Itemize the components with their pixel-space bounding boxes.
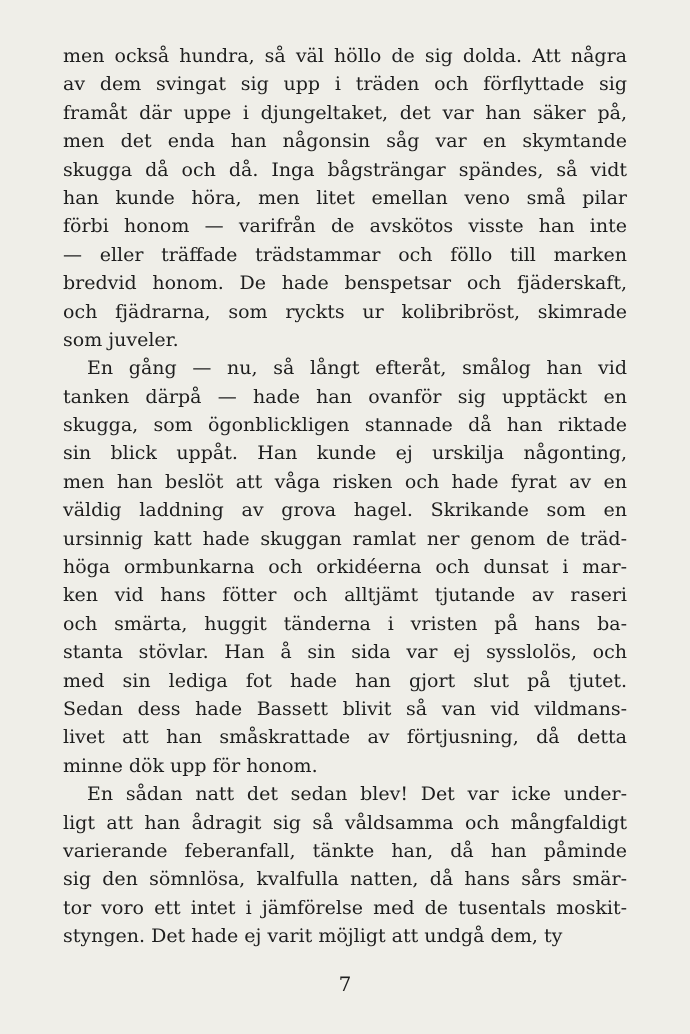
text-line: och fjädrarna, som ryckts ur kolibribröst, skimrade	[63, 300, 627, 323]
text-line: tor voro ett intet i jämförelse med de tusentals moskit-	[63, 896, 627, 919]
text-line: sin blick uppåt. Han kunde ej urskilja någonting,	[63, 442, 627, 465]
text-line: styngen. Det hade ej varit möjligt att undgå dem, ty	[63, 925, 563, 948]
text-line: skugga då och då. Inga bågsträngar spändes, så vidt	[63, 158, 627, 181]
text-line: ursinnig katt hade skuggan ramlat ner genom de träd-	[63, 527, 627, 550]
text-line: framåt där uppe i djungeltaket, det var han säker på,	[63, 101, 627, 124]
text-line: höga ormbunkarna och orkidéerna och dunsat i mar-	[63, 556, 627, 579]
paragraph	[63, 780, 627, 950]
text-line: ligt att han ådragit sig så våldsamma och mångfaldigt	[63, 811, 627, 834]
body-text	[63, 42, 627, 951]
text-line: och smärta, huggit tänderna i vristen på hans ba-	[63, 612, 627, 635]
text-line: stanta stövlar. Han å sin sida var ej sysslolös, och	[63, 641, 627, 664]
text-line: som juveler.	[63, 328, 179, 351]
paragraph	[63, 42, 627, 354]
text-line: minne dök upp för honom.	[63, 754, 318, 777]
text-line: men det enda han någonsin såg var en skymtande	[63, 130, 627, 153]
text-line: skugga, som ögonblickligen stannade då han riktade	[63, 414, 627, 437]
text-line: sig den sömnlösa, kvalfulla natten, då hans sårs smär-	[63, 868, 627, 891]
text-line: men han beslöt att våga risken och hade fyrat av en	[63, 470, 627, 493]
text-line: av dem svingat sig upp i träden och förflyttade sig	[63, 73, 627, 96]
text-line: men också hundra, så väl höllo de sig dolda. Att några	[63, 45, 627, 67]
text-line: — eller träffade trädstammar och föllo till marken	[63, 243, 627, 266]
text-line: förbi honom — varifrån de avskötos visste han inte	[63, 215, 627, 238]
text-line: En gång — nu, så långt efteråt, smålog han vid	[87, 357, 627, 380]
text-line: bredvid honom. De hade benspetsar och fjäderskaft,	[63, 272, 627, 295]
paragraph	[63, 354, 627, 780]
text-line: varierande feberanfall, tänkte han, då han påminde	[63, 839, 627, 862]
text-line: med sin lediga fot hade han gjort slut på tjutet.	[63, 669, 627, 692]
text-line: han kunde höra, men litet emellan veno små pilar	[63, 186, 627, 209]
text-line: Sedan dess hade Bassett blivit så van vid vildmans-	[63, 697, 627, 720]
text-line: livet att han småskrattade av förtjusning, då detta	[63, 726, 627, 749]
text-line: tanken därpå — hade han ovanför sig upptäckt en	[63, 385, 627, 408]
page-number: 7	[338, 972, 352, 996]
text-line: väldig laddning av grova hagel. Skrikande som en	[63, 499, 627, 522]
text-line: ken vid hans fötter och alltjämt tjutande av raseri	[63, 584, 627, 607]
text-line: En sådan natt det sedan blev! Det var icke under-	[87, 783, 627, 806]
